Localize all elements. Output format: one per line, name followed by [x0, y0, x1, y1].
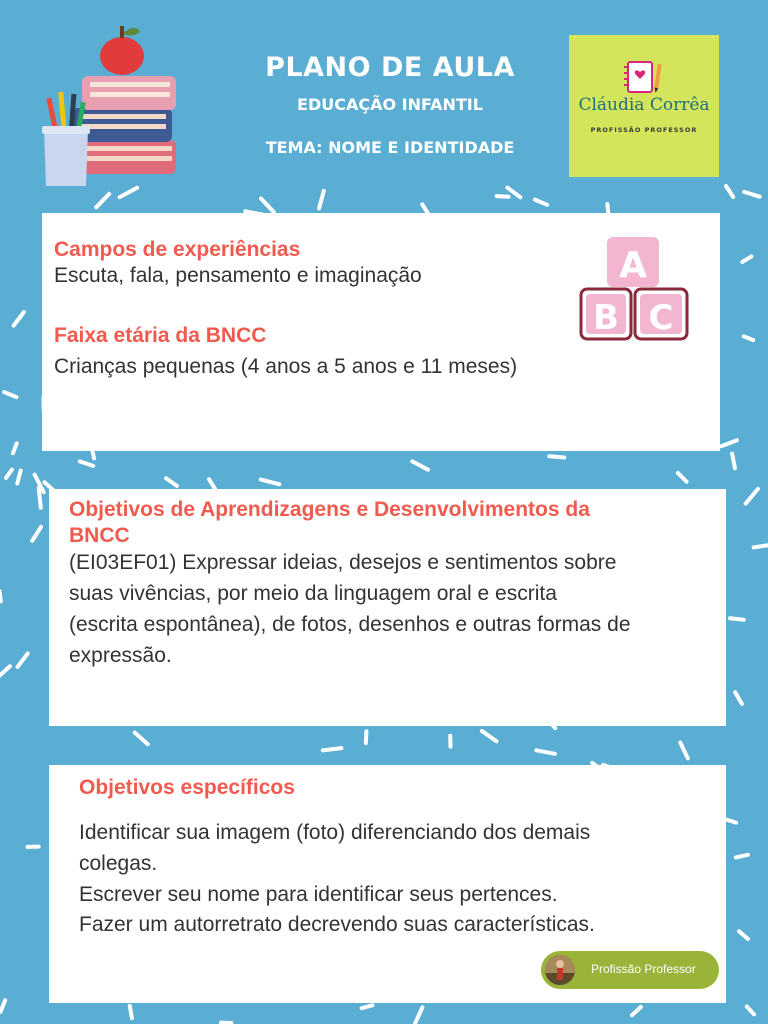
confetti-dash — [732, 454, 735, 469]
confetti-dash — [261, 199, 274, 213]
block-letter-c: C — [648, 298, 674, 338]
profissao-professor-badge[interactable] — [541, 951, 719, 989]
confetti-dash — [362, 1005, 373, 1008]
confetti-dash — [754, 545, 768, 547]
author-logo — [569, 35, 719, 177]
page-title: PLANO DE AULA — [265, 52, 515, 83]
confetti-dash — [549, 456, 564, 457]
confetti-dash — [166, 478, 177, 486]
confetti-dash — [744, 192, 760, 197]
specific-objectives-line: Identificar sua imagem (foto) diferenciando dos demais — [79, 821, 591, 844]
confetti-dash — [632, 1007, 641, 1015]
lesson-theme: TEMA: NOME E IDENTIDADE — [265, 138, 515, 157]
bncc-objectives-heading-line1: Objetivos de Aprendizagens e Desenvolvimentos da — [69, 498, 590, 521]
abc-blocks-illustration — [577, 235, 693, 345]
books-apple-pencils-illustration — [38, 22, 183, 190]
confetti-dash — [739, 931, 748, 939]
age-range-heading: Faixa etária da BNCC — [54, 324, 267, 347]
confetti-dash — [6, 470, 12, 478]
bncc-objectives-line: expressão. — [69, 644, 172, 667]
bncc-objectives-line: (EI03EF01) Expressar ideias, desejos e sentimentos sobre — [69, 551, 617, 574]
age-range-text: Crianças pequenas (4 anos a 5 anos e 11 meses) — [54, 355, 518, 378]
confetti-dash — [323, 748, 342, 750]
experience-fields-text: Escuta, fala, pensamento e imaginação — [54, 264, 422, 287]
confetti-dash — [209, 479, 215, 489]
confetti-dash — [735, 692, 742, 704]
confetti-dash — [744, 336, 753, 340]
confetti-dash — [18, 653, 28, 667]
specific-objectives-line: Fazer um autorretrato decrevendo suas características. — [79, 913, 595, 936]
bncc-objectives-heading-line2: BNCC — [69, 524, 130, 547]
confetti-dash — [678, 473, 687, 482]
bncc-objectives-line: (escrita espontânea), de fotos, desenhos e outras formas de — [69, 613, 631, 636]
block-letter-a: A — [619, 245, 647, 286]
confetti-dash — [536, 750, 555, 754]
confetti-dash — [730, 618, 744, 620]
experience-fields-heading: Campos de experiências — [54, 238, 301, 261]
confetti-dash — [721, 440, 737, 446]
confetti-dash — [0, 666, 10, 677]
confetti-dash — [32, 527, 41, 541]
confetti-dash — [13, 443, 17, 453]
confetti-dash — [319, 191, 324, 209]
bncc-objectives-line: suas vivências, por meio da linguagem oral e escrita — [69, 582, 557, 605]
confetti-dash — [535, 200, 547, 205]
confetti-dash — [497, 196, 509, 197]
confetti-dash — [412, 461, 428, 469]
notebook-icon — [624, 60, 666, 96]
confetti-dash — [14, 312, 24, 326]
page-subtitle: EDUCAÇÃO INFANTIL — [297, 95, 483, 114]
specific-objectives-heading: Objetivos específicos — [79, 776, 295, 799]
confetti-dash — [366, 731, 367, 743]
confetti-dash — [726, 186, 733, 197]
specific-objectives-line: Escrever seu nome para identificar seus pertences. — [79, 883, 558, 906]
confetti-dash — [415, 1007, 423, 1024]
bncc-objectives-card — [49, 489, 726, 726]
confetti-dash — [96, 194, 109, 207]
avatar — [545, 955, 575, 985]
confetti-dash — [39, 488, 41, 508]
confetti-dash — [17, 471, 20, 484]
confetti-dash — [742, 256, 751, 262]
confetti-dash — [80, 461, 93, 466]
confetti-dash — [4, 392, 16, 397]
confetti-dash — [1, 1000, 6, 1012]
block-letter-b: B — [593, 298, 619, 338]
confetti-dash — [747, 1007, 754, 1015]
specific-objectives-line: colegas. — [79, 852, 158, 875]
confetti-dash — [130, 1006, 132, 1018]
confetti-dash — [680, 743, 688, 759]
confetti-dash — [261, 480, 280, 485]
logo-tagline: PROFISSÃO PROFESSOR — [590, 126, 698, 134]
confetti-dash — [0, 591, 1, 601]
logo-name: Cláudia Corrêa — [578, 95, 710, 115]
confetti-dash — [736, 855, 748, 858]
confetti-dash — [482, 731, 497, 741]
experience-fields-card — [42, 213, 720, 451]
confetti-dash — [135, 733, 148, 745]
badge-label: Profissão Professor — [591, 962, 696, 976]
confetti-dash — [746, 489, 758, 504]
